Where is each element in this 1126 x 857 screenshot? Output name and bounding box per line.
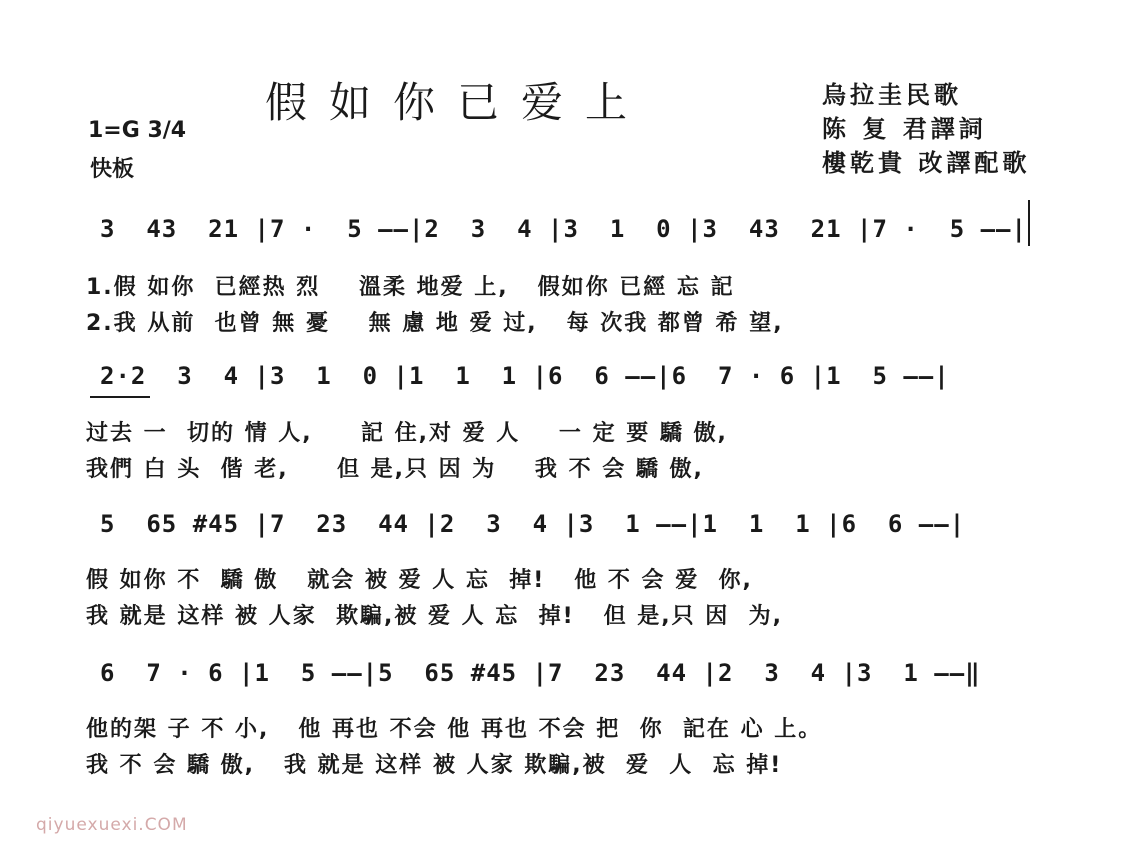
system-3-lyrics-verse-1: 假 如你 不 驕 傲 就会 被 爱 人 忘 掉! 他 不 会 爱 你, xyxy=(86,568,753,593)
system-4-lyrics-verse-1: 他的架 子 不 小, 他 再也 不会 他 再也 不会 把 你 記在 心 上。 xyxy=(86,717,823,742)
system-1-lyrics-verse-1: 1.假 如你 已經热 烈 溫柔 地爱 上, 假如你 已經 忘 記 xyxy=(86,275,735,300)
system-2-notes: 2·2 3 4 |3 1 0 |1 1 1 |6 6 ——|6 7 · 6 |1 5 ——| xyxy=(100,362,950,390)
tempo-marking: 快板 xyxy=(90,157,135,182)
credit-arranger: 樓乾貴 改譯配歌 xyxy=(822,149,1031,177)
credit-origin: 烏拉圭民歌 xyxy=(822,81,962,109)
system-2-lyrics-verse-2: 我們 白 头 偕 老, 但 是,只 因 为 我 不 会 驕 傲, xyxy=(86,457,704,482)
system-2-lyrics-verse-1: 过去 一 切的 情 人, 記 住,对 爱 人 一 定 要 驕 傲, xyxy=(86,421,728,446)
system-3-notes: 5 65 #45 |7 23 44 |2 3 4 |3 1 ——|1 1 1 |6 6 ——| xyxy=(100,510,966,538)
key-signature: 1=G 3/4 xyxy=(88,118,187,143)
song-title: 假如你已爱上 xyxy=(265,78,650,127)
system-4-notes: 6 7 · 6 |1 5 ——|5 65 #45 |7 23 44 |2 3 4 |3 1 ——‖ xyxy=(100,659,981,687)
credits-block xyxy=(822,78,1030,180)
system-3-lyrics-verse-2: 我 就是 这样 被 人家 欺騙,被 爱 人 忘 掉! 但 是,只 因 为, xyxy=(86,604,783,629)
system-1-end-barline xyxy=(1028,200,1030,246)
system-1-notes: 3 43 21 |7 · 5 ——|2 3 4 |3 1 0 |3 43 21 |7 · 5 ——| xyxy=(100,215,1027,243)
credit-lyrics-translator: 陈 复 君譯詞 xyxy=(822,115,987,143)
site-watermark: qiyuexuexi.COM xyxy=(36,815,188,835)
system-2-beam xyxy=(90,396,150,398)
system-1-lyrics-verse-2: 2.我 从前 也曾 無 憂 無 慮 地 爱 过, 每 次我 都曾 希 望, xyxy=(86,311,784,336)
system-4-lyrics-verse-2: 我 不 会 驕 傲, 我 就是 这样 被 人家 欺騙,被 爱 人 忘 掉! xyxy=(86,753,783,778)
